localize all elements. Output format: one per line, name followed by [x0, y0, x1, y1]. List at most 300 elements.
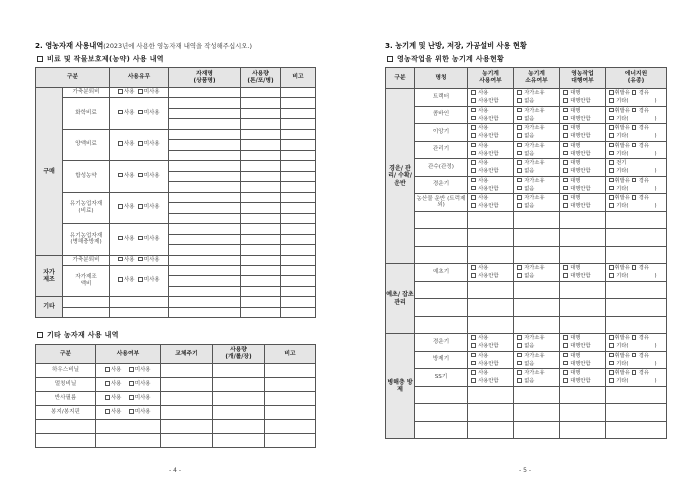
checkbox-gasoline[interactable] — [609, 265, 614, 270]
quantity-cell[interactable] — [213, 420, 265, 434]
checkbox-icon[interactable] — [471, 273, 476, 278]
checkbox-icon[interactable] — [471, 90, 476, 95]
checkbox-icon[interactable] — [517, 125, 522, 130]
remarks-cell[interactable] — [281, 265, 316, 276]
own-cell[interactable] — [514, 229, 560, 247]
section-title-materials — [35, 41, 252, 51]
agency-options: 대행 대행안함 — [560, 351, 606, 369]
quantity-cell[interactable] — [241, 297, 281, 308]
checkbox-gasoline[interactable] — [609, 178, 614, 183]
checkbox-use[interactable] — [118, 257, 123, 262]
checkbox-use[interactable] — [118, 204, 123, 209]
checkbox-icon[interactable] — [517, 335, 522, 340]
quantity-cell[interactable] — [213, 378, 265, 392]
table-row — [36, 364, 316, 378]
checkbox-icon[interactable] — [563, 265, 568, 270]
checkbox-icon[interactable] — [517, 370, 522, 375]
use-cell[interactable] — [468, 404, 514, 422]
checkbox-icon[interactable] — [563, 151, 568, 156]
agency-cell[interactable] — [560, 246, 606, 264]
quantity-cell[interactable] — [241, 265, 281, 276]
checkbox-not-use[interactable] — [138, 204, 143, 209]
checkbox-gasoline[interactable] — [609, 125, 614, 130]
quantity-cell[interactable] — [241, 224, 281, 235]
checkbox-use[interactable] — [118, 110, 123, 115]
quantity-cell[interactable] — [241, 182, 281, 193]
agency-cell[interactable] — [560, 281, 606, 299]
material-name-cell[interactable] — [169, 307, 241, 318]
quantity-cell[interactable] — [241, 171, 281, 182]
remarks-cell[interactable] — [281, 224, 316, 235]
checkbox-icon[interactable] — [563, 125, 568, 130]
material-name-cell[interactable] — [169, 182, 241, 193]
checkbox-gasoline[interactable] — [609, 335, 614, 340]
name-cell[interactable] — [415, 421, 468, 439]
usage-options: 사용 미사용 — [110, 265, 169, 297]
quantity-cell[interactable] — [213, 364, 265, 378]
agency-cell[interactable] — [560, 211, 606, 229]
material-name-cell[interactable] — [169, 245, 241, 256]
checkbox-diesel[interactable] — [632, 195, 637, 200]
checkbox-diesel[interactable] — [632, 353, 637, 358]
use-options: 사용 사용안함 — [468, 106, 514, 124]
checkbox-use[interactable] — [105, 381, 110, 386]
quantity-cell[interactable] — [213, 434, 265, 448]
quantity-cell[interactable] — [241, 108, 281, 119]
checkbox-diesel[interactable] — [632, 143, 637, 148]
quantity-cell[interactable] — [241, 203, 281, 214]
table-header-row — [36, 68, 316, 88]
use-cell[interactable] — [468, 281, 514, 299]
name-cell[interactable] — [415, 316, 468, 334]
own-cell[interactable] — [514, 386, 560, 404]
remarks-cell[interactable] — [265, 420, 316, 434]
checkbox-use[interactable] — [118, 89, 123, 94]
checkbox-icon[interactable] — [517, 90, 522, 95]
material-name-cell[interactable] — [169, 234, 241, 245]
checkbox-icon[interactable] — [517, 195, 522, 200]
checkbox-icon[interactable] — [517, 273, 522, 278]
checkbox-icon[interactable] — [563, 203, 568, 208]
checkbox-not-use[interactable] — [138, 257, 143, 262]
machine-name: 이앙기 — [415, 124, 468, 142]
checkbox-use[interactable] — [105, 367, 110, 372]
quantity-cell[interactable] — [241, 307, 281, 318]
cycle-cell[interactable] — [161, 378, 213, 392]
checkbox-use[interactable] — [105, 409, 110, 414]
checkbox-icon[interactable] — [471, 125, 476, 130]
remarks-cell[interactable] — [281, 182, 316, 193]
quantity-cell[interactable] — [241, 234, 281, 245]
material-name-cell[interactable] — [169, 108, 241, 119]
use-cell[interactable] — [468, 246, 514, 264]
checkbox-icon[interactable] — [563, 116, 568, 121]
quantity-cell[interactable] — [241, 245, 281, 256]
agency-cell[interactable] — [560, 404, 606, 422]
quantity-cell[interactable] — [241, 150, 281, 161]
use-cell[interactable] — [468, 316, 514, 334]
checkbox-icon[interactable] — [471, 195, 476, 200]
remarks-cell[interactable] — [281, 140, 316, 151]
item-cell[interactable] — [36, 420, 96, 434]
agency-cell[interactable] — [560, 421, 606, 439]
energy-options: 휘발유 경유 기타( ) — [606, 106, 667, 124]
checkbox-other[interactable] — [609, 168, 614, 173]
checkbox-icon[interactable] — [517, 343, 522, 348]
energy-cell[interactable] — [606, 404, 667, 422]
material-name-cell[interactable] — [169, 150, 241, 161]
own-cell[interactable] — [514, 299, 560, 317]
remarks-cell[interactable] — [281, 171, 316, 182]
checkbox-icon[interactable] — [517, 353, 522, 358]
checkbox-other[interactable] — [609, 273, 614, 278]
checkbox-icon[interactable] — [471, 378, 476, 383]
checkbox-gasoline[interactable] — [609, 370, 614, 375]
checkbox-icon[interactable] — [517, 203, 522, 208]
checkbox-icon[interactable] — [471, 265, 476, 270]
checkbox-not-use[interactable] — [138, 236, 143, 241]
remarks-cell[interactable] — [265, 406, 316, 420]
checkbox-icon[interactable] — [517, 116, 522, 121]
checkbox-not-use[interactable] — [138, 141, 143, 146]
remarks-cell[interactable] — [265, 378, 316, 392]
checkbox-icon[interactable] — [471, 143, 476, 148]
checkbox-icon[interactable] — [563, 133, 568, 138]
cycle-cell[interactable] — [161, 392, 213, 406]
checkbox-icon[interactable] — [471, 108, 476, 113]
own-cell[interactable] — [514, 211, 560, 229]
usage-cell[interactable] — [96, 420, 161, 434]
remarks-cell[interactable] — [265, 364, 316, 378]
checkbox-icon[interactable] — [471, 160, 476, 165]
quantity-cell[interactable] — [241, 192, 281, 203]
own-options: 자가소유 없음 — [514, 106, 560, 124]
cycle-cell[interactable] — [161, 420, 213, 434]
own-cell[interactable] — [514, 404, 560, 422]
checkbox-icon[interactable] — [517, 151, 522, 156]
remarks-cell[interactable] — [281, 307, 316, 318]
machine-name: 경운기 — [415, 176, 468, 194]
checkbox-icon[interactable] — [563, 273, 568, 278]
quantity-cell[interactable] — [241, 213, 281, 224]
usage-cell[interactable] — [110, 307, 169, 318]
machine-name: 트랙터 — [415, 89, 468, 107]
quantity-cell[interactable] — [241, 129, 281, 140]
table-row — [386, 281, 667, 299]
use-cell[interactable] — [468, 299, 514, 317]
energy-cell[interactable] — [606, 421, 667, 439]
item-nutrient-solution: 양액비료 — [63, 129, 110, 161]
checkbox-diesel[interactable] — [632, 370, 637, 375]
checkbox-other[interactable] — [609, 133, 614, 138]
checkbox-gasoline[interactable] — [609, 90, 614, 95]
checkbox-gasoline[interactable] — [609, 195, 614, 200]
checkbox-icon[interactable] — [563, 186, 568, 191]
material-name-cell[interactable] — [169, 140, 241, 151]
use-options: 사용 사용안함 — [468, 176, 514, 194]
checkbox-not-use[interactable] — [129, 367, 134, 372]
checkbox-use[interactable] — [118, 141, 123, 146]
group-mowing-weed-control: 예초/ 잡초 관리 — [386, 264, 415, 334]
material-name-cell[interactable] — [169, 192, 241, 203]
header-energy: 에너지원 (유종) — [606, 68, 667, 89]
own-options: 자가소유 없음 — [514, 89, 560, 107]
checkbox-other[interactable] — [609, 98, 614, 103]
usage-cell[interactable] — [96, 434, 161, 448]
name-cell[interactable] — [415, 404, 468, 422]
item-synthetic-pesticide: 합성농약 — [63, 161, 110, 193]
remarks-cell[interactable] — [281, 245, 316, 256]
material-name-cell[interactable] — [169, 129, 241, 140]
own-cell[interactable] — [514, 421, 560, 439]
remarks-cell[interactable] — [281, 192, 316, 203]
name-cell[interactable] — [415, 386, 468, 404]
quantity-cell[interactable] — [241, 119, 281, 130]
checkbox-gasoline[interactable] — [609, 108, 614, 113]
checkbox-icon[interactable] — [563, 168, 568, 173]
usage-options: 사용 미사용 — [96, 364, 161, 378]
checkbox-icon[interactable] — [517, 160, 522, 165]
own-cell[interactable] — [514, 316, 560, 334]
material-name-cell[interactable] — [169, 286, 241, 297]
energy-cell[interactable] — [606, 299, 667, 317]
checkbox-icon[interactable] — [563, 370, 568, 375]
checkbox-icon[interactable] — [517, 186, 522, 191]
remarks-cell[interactable] — [281, 129, 316, 140]
checkbox-icon[interactable] — [517, 133, 522, 138]
checkbox-icon[interactable] — [563, 160, 568, 165]
checkbox-icon[interactable] — [563, 378, 568, 383]
checkbox-icon[interactable] — [517, 361, 522, 366]
table-row — [36, 420, 316, 434]
checkbox-use[interactable] — [105, 395, 110, 400]
material-name-cell[interactable] — [169, 119, 241, 130]
checkbox-use[interactable] — [118, 173, 123, 178]
cycle-cell[interactable] — [161, 406, 213, 420]
use-options: 사용 사용안함 — [468, 194, 514, 212]
checkbox-icon[interactable] — [471, 361, 476, 366]
item-cell[interactable] — [63, 297, 110, 308]
energy-options: 휘발유 경유 기타( ) — [606, 89, 667, 107]
checkbox-icon[interactable] — [563, 195, 568, 200]
name-cell[interactable] — [415, 246, 468, 264]
checkbox-diesel[interactable] — [632, 90, 637, 95]
remarks-cell[interactable] — [265, 392, 316, 406]
agency-cell[interactable] — [560, 299, 606, 317]
table-row — [36, 265, 316, 276]
usage-cell[interactable] — [110, 297, 169, 308]
checkbox-use[interactable] — [118, 277, 123, 282]
checkbox-icon[interactable] — [471, 186, 476, 191]
checkbox-not-use[interactable] — [138, 110, 143, 115]
checkbox-icon[interactable] — [517, 98, 522, 103]
remarks-cell[interactable] — [281, 286, 316, 297]
remarks-cell[interactable] — [281, 150, 316, 161]
checkbox-other[interactable] — [609, 343, 614, 348]
own-cell[interactable] — [514, 246, 560, 264]
energy-cell[interactable] — [606, 281, 667, 299]
own-options: 자가소유 없음 — [514, 159, 560, 177]
material-name-cell[interactable] — [169, 255, 241, 265]
checkbox-icon[interactable] — [471, 343, 476, 348]
name-cell[interactable] — [415, 299, 468, 317]
remarks-cell[interactable] — [281, 108, 316, 119]
checkbox-icon[interactable] — [471, 133, 476, 138]
quantity-cell[interactable] — [241, 255, 281, 265]
item-cell[interactable] — [63, 307, 110, 318]
cycle-cell[interactable] — [161, 434, 213, 448]
name-cell[interactable] — [415, 211, 468, 229]
quantity-cell[interactable] — [241, 286, 281, 297]
machine-name: 방제기 — [415, 351, 468, 369]
table2-subtitle — [37, 330, 119, 340]
quantity-cell[interactable] — [241, 161, 281, 172]
material-name-cell[interactable] — [169, 224, 241, 235]
header-own: 농기계 소유여부 — [514, 68, 560, 89]
energy-cell[interactable] — [606, 229, 667, 247]
remarks-cell[interactable] — [281, 255, 316, 265]
use-options: 사용 사용안함 — [468, 124, 514, 142]
checkbox-icon[interactable] — [471, 370, 476, 375]
checkbox-not-use[interactable] — [129, 409, 134, 414]
checkbox-not-use[interactable] — [138, 89, 143, 94]
checkbox-icon[interactable] — [563, 335, 568, 340]
checkbox-icon[interactable] — [563, 143, 568, 148]
remarks-cell[interactable] — [281, 88, 316, 98]
material-name-cell[interactable] — [169, 213, 241, 224]
material-name-cell[interactable] — [169, 203, 241, 214]
checkbox-diesel[interactable] — [632, 108, 637, 113]
remarks-cell[interactable] — [281, 161, 316, 172]
checkbox-icon[interactable] — [471, 335, 476, 340]
checkbox-icon[interactable] — [517, 178, 522, 183]
remarks-cell[interactable] — [265, 434, 316, 448]
checkbox-icon[interactable] — [471, 353, 476, 358]
checkbox-icon[interactable] — [563, 343, 568, 348]
checkbox-icon[interactable] — [471, 151, 476, 156]
checkbox-icon[interactable] — [471, 168, 476, 173]
checkbox-icon[interactable] — [563, 90, 568, 95]
checkbox-icon[interactable] — [563, 353, 568, 358]
quantity-cell[interactable] — [213, 406, 265, 420]
checkbox-icon[interactable] — [563, 108, 568, 113]
use-cell[interactable] — [468, 229, 514, 247]
table-row — [386, 334, 667, 352]
cycle-cell[interactable] — [161, 364, 213, 378]
checkbox-gasoline[interactable] — [609, 143, 614, 148]
checkbox-other[interactable] — [609, 151, 614, 156]
remarks-cell[interactable] — [281, 234, 316, 245]
table-row — [36, 378, 316, 392]
use-cell[interactable] — [468, 211, 514, 229]
quantity-cell[interactable] — [241, 140, 281, 151]
checkbox-diesel[interactable] — [632, 335, 637, 340]
remarks-cell[interactable] — [281, 98, 316, 109]
remarks-cell[interactable] — [281, 203, 316, 214]
remarks-cell[interactable] — [281, 297, 316, 308]
agency-cell[interactable] — [560, 316, 606, 334]
quantity-cell[interactable] — [213, 392, 265, 406]
energy-cell[interactable] — [606, 246, 667, 264]
quantity-cell[interactable] — [241, 98, 281, 109]
checkbox-icon[interactable] — [471, 178, 476, 183]
checkbox-icon[interactable] — [517, 143, 522, 148]
checkbox-not-use[interactable] — [138, 277, 143, 282]
energy-options: 휘발유 경유 기타( ) — [606, 351, 667, 369]
checkbox-icon[interactable] — [517, 378, 522, 383]
agency-cell[interactable] — [560, 386, 606, 404]
checkbox-icon[interactable] — [517, 108, 522, 113]
checkbox-gasoline[interactable] — [609, 353, 614, 358]
checkbox-other[interactable] — [609, 186, 614, 191]
checkbox-diesel[interactable] — [632, 125, 637, 130]
checkbox-other[interactable] — [609, 116, 614, 121]
checkbox-other[interactable] — [609, 203, 614, 208]
energy-cell[interactable] — [606, 211, 667, 229]
material-name-cell[interactable] — [169, 88, 241, 98]
item-cell[interactable] — [36, 434, 96, 448]
checkbox-icon[interactable] — [517, 168, 522, 173]
checkbox-other[interactable] — [609, 361, 614, 366]
material-name-cell[interactable] — [169, 98, 241, 109]
energy-cell[interactable] — [606, 316, 667, 334]
table-header-row — [386, 68, 667, 89]
table-row — [36, 129, 316, 140]
item-chemical-fertilizer: 화학비료 — [63, 98, 110, 130]
machinery-subtitle-text: 영농작업을 위한 농기계 사용현황 — [397, 55, 505, 63]
checkbox-other[interactable] — [609, 378, 614, 383]
checkbox-icon[interactable] — [563, 98, 568, 103]
machine-name: 경운기 — [415, 334, 468, 352]
name-cell[interactable] — [415, 229, 468, 247]
checkbox-diesel[interactable] — [632, 178, 637, 183]
table-row — [386, 211, 667, 229]
checkbox-use[interactable] — [118, 236, 123, 241]
material-name-cell[interactable] — [169, 265, 241, 276]
own-cell[interactable] — [514, 281, 560, 299]
checkbox-bullet-icon — [37, 332, 43, 338]
checkbox-not-use[interactable] — [129, 381, 134, 386]
checkbox-electric[interactable] — [609, 160, 614, 165]
checkbox-not-use[interactable] — [129, 395, 134, 400]
table-row — [36, 88, 316, 98]
quantity-cell[interactable] — [241, 88, 281, 98]
material-name-cell[interactable] — [169, 276, 241, 287]
remarks-cell[interactable] — [281, 119, 316, 130]
checkbox-icon[interactable] — [471, 203, 476, 208]
name-cell[interactable] — [415, 281, 468, 299]
use-cell[interactable] — [468, 421, 514, 439]
checkbox-icon[interactable] — [563, 361, 568, 366]
material-name-cell[interactable] — [169, 161, 241, 172]
header-remarks: 비고 — [265, 345, 316, 364]
material-name-cell[interactable] — [169, 171, 241, 182]
remarks-cell[interactable] — [281, 276, 316, 287]
checkbox-icon[interactable] — [563, 178, 568, 183]
remarks-cell[interactable] — [281, 213, 316, 224]
quantity-cell[interactable] — [241, 276, 281, 287]
material-name-cell[interactable] — [169, 297, 241, 308]
checkbox-icon[interactable] — [471, 98, 476, 103]
energy-cell[interactable] — [606, 386, 667, 404]
agency-cell[interactable] — [560, 229, 606, 247]
checkbox-diesel[interactable] — [632, 265, 637, 270]
checkbox-icon[interactable] — [471, 116, 476, 121]
use-cell[interactable] — [468, 386, 514, 404]
checkbox-icon[interactable] — [517, 265, 522, 270]
checkbox-not-use[interactable] — [138, 173, 143, 178]
own-options: 자가소유 없음 — [514, 176, 560, 194]
